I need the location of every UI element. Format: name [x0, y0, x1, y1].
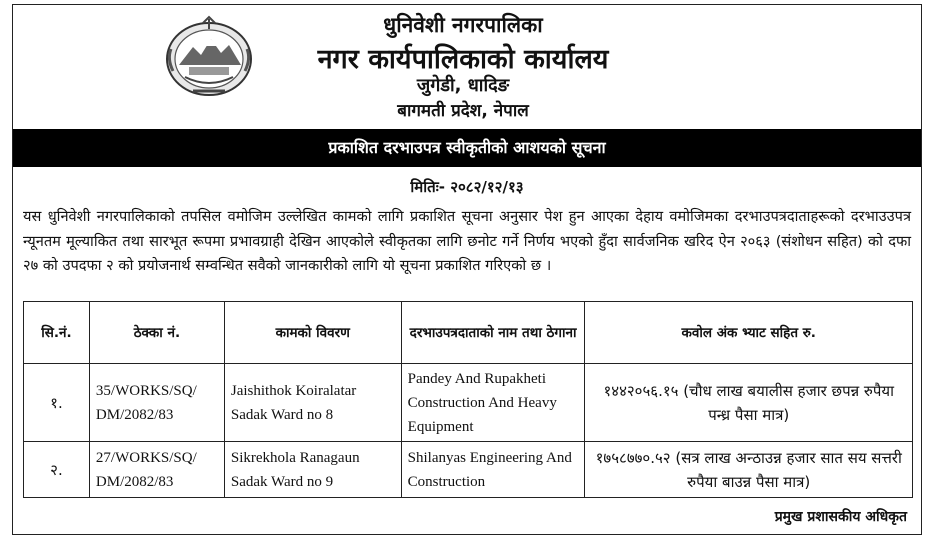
row-bidder: Shilanyas Engineering And Construction: [401, 442, 585, 498]
row-sn: १.: [24, 364, 90, 442]
col-header-contract: ठेक्का नं.: [89, 302, 224, 364]
row-sn: २.: [24, 442, 90, 498]
col-header-sn: सि.नं.: [24, 302, 90, 364]
notice-date: मितिः- २०८२/१२/१३: [410, 178, 524, 196]
notice-frame: [12, 4, 922, 535]
province-country: बागमती प्रदेश, नेपाल: [397, 101, 529, 121]
bid-table: [23, 301, 913, 498]
row-bidder: Pandey And Rupakheti Construction And Heavy Equipment: [401, 364, 585, 442]
row-contract-no: 35/WORKS/SQ/ DM/2082/83: [89, 364, 224, 442]
notice-body-text: यस धुनिवेशी नगरपालिकाको तपसिल वमोजिम उल्लेखित कामको लागि प्रकाशित सूचना अनुसार पेश हुन आएका देहाय वमोजिमका दरभाउपत्रदाताहरूको दरभाउउपत्र न्यूनतम मूल्याकित तथा सारभूत रूपमा प्रभावग्राही देखिन आएकोले स्वीकृतका लागि छनोट गर्ने निर्णय भएको हुँदा सार्वजनिक खरिद ऐन २०६३ (संशोधन सहित) को दफा २७ को उपदफा २ को प्रयोजनार्थ सम्वन्धित सवैको जानकारीको लागि यो सूचना प्रकाशित गरिएको छ ।: [23, 208, 911, 274]
col-header-amount: कवोल अंक भ्याट सहित रु.: [585, 302, 913, 364]
notice-header: [13, 5, 921, 129]
table-row: [24, 364, 913, 442]
row-work-description: Jaishithok Koiralatar Sadak Ward no 8: [224, 364, 401, 442]
signatory-title: प्रमुख प्रशासकीय अधिकृत: [774, 509, 907, 525]
notice-title-banner: प्रकाशित दरभाउपत्र स्वीकृतीको आशयको सूचना: [13, 129, 921, 167]
table-header-row: [24, 302, 913, 364]
col-header-bidder: दरभाउपत्रदाताको नाम तथा ठेगाना: [401, 302, 585, 364]
office-name: नगर कार्यपालिकाको कार्यालय: [317, 44, 609, 75]
office-location: जुगेडी, धादिङ: [416, 75, 510, 96]
row-contract-no: 27/WORKS/SQ/ DM/2082/83: [89, 442, 224, 498]
row-amount: १७५८७७०.५२ (सत्र लाख अन्ठाउन्न हजार सात सय सत्तरी रुपैया बाउन्न पैसा मात्र): [585, 442, 913, 498]
row-work-description: Sikrekhola Ranagaun Sadak Ward no 9: [224, 442, 401, 498]
municipality-name: धुनिवेशी नगरपालिका: [383, 13, 543, 37]
col-header-work: कामको विवरण: [224, 302, 401, 364]
row-amount: १४४२०५६.१५ (चौध लाख बयालीस हजार छपन्न रुपैया पन्ध्र पैसा मात्र): [585, 364, 913, 442]
table-row: [24, 442, 913, 498]
